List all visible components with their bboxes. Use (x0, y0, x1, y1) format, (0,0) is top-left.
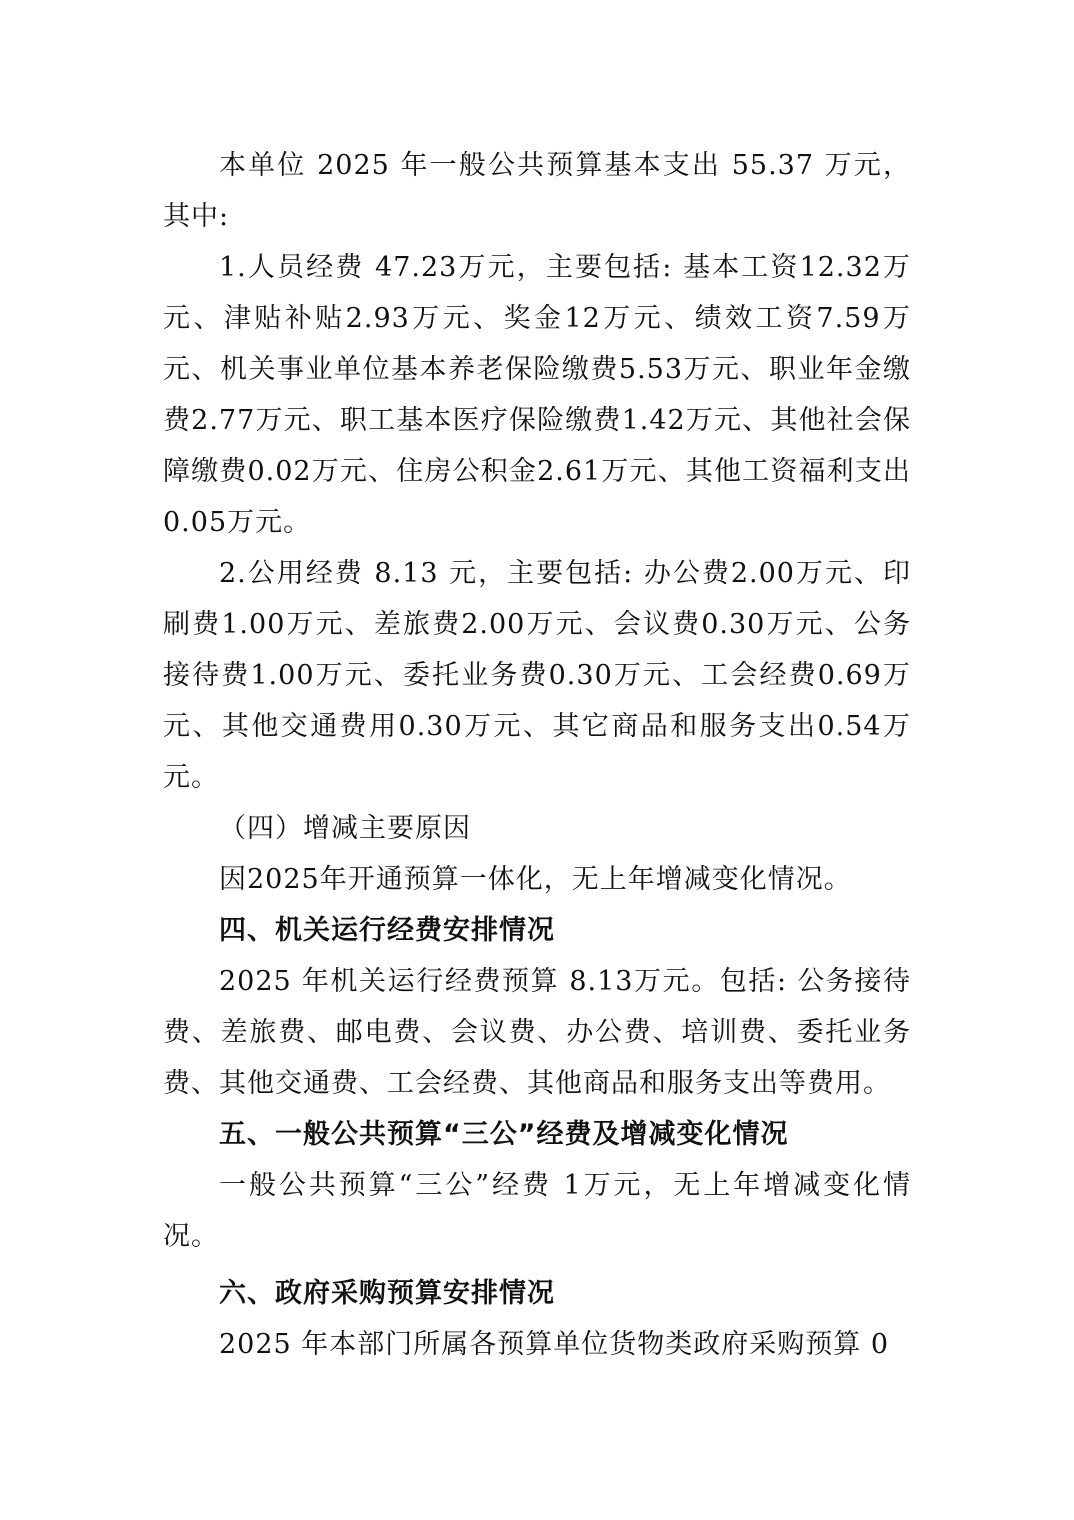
section-heading-operating-funds: 四、机关运行经费安排情况 (219, 915, 555, 946)
paragraph-public-expenses: 2.公用经费 8.13 元，主要包括: 办公费2.00万元、印刷费1.00万元、差旅费2.00万元、会议费0.30万元、公务接待费1.00万元、委托业务费0.30万元、工会经费0.69万元、其他交通费用0.30万元、其它商品和服务支出0.54万元。 (163, 558, 911, 793)
paragraph-change-reasons: 因2025年开通预算一体化，无上年增减变化情况。 (219, 864, 852, 895)
subheading-change-reasons: （四）增减主要原因 (219, 813, 471, 844)
paragraph-procurement: 2025 年本部门所属各预算单位货物类政府采购预算 0 (219, 1329, 890, 1360)
section-heading-three-public: 五、一般公共预算“三公”经费及增减变化情况 (219, 1119, 789, 1150)
paragraph-operating-funds: 2025 年机关运行经费预算 8.13万元。包括: 公务接待费、差旅费、邮电费、会议费、办公费、培训费、委托业务费、其他交通费、工会经费、其他商品和服务支出等费用。 (163, 966, 911, 1099)
paragraph-three-public: 一般公共预算“三公”经费 1万元，无上年增减变化情况。 (163, 1170, 911, 1252)
section-heading-procurement: 六、政府采购预算安排情况 (219, 1278, 555, 1309)
document-body (163, 140, 911, 1370)
paragraph-basic-expenditure: 本单位 2025 年一般公共预算基本支出 55.37 万元，其中: (163, 150, 911, 232)
paragraph-personnel-expenses: 1.人员经费 47.23万元，主要包括: 基本工资12.32万元、津贴补贴2.93万元、奖金12万元、绩效工资7.59万元、机关事业单位基本养老保险缴费5.53万元、职业年金缴费2.77万元、职工基本医疗保险缴费1.42万元、其他社会保障缴费0.02万元、住房公积金2.61万元、其他工资福利支出0.05万元。 (163, 252, 911, 538)
